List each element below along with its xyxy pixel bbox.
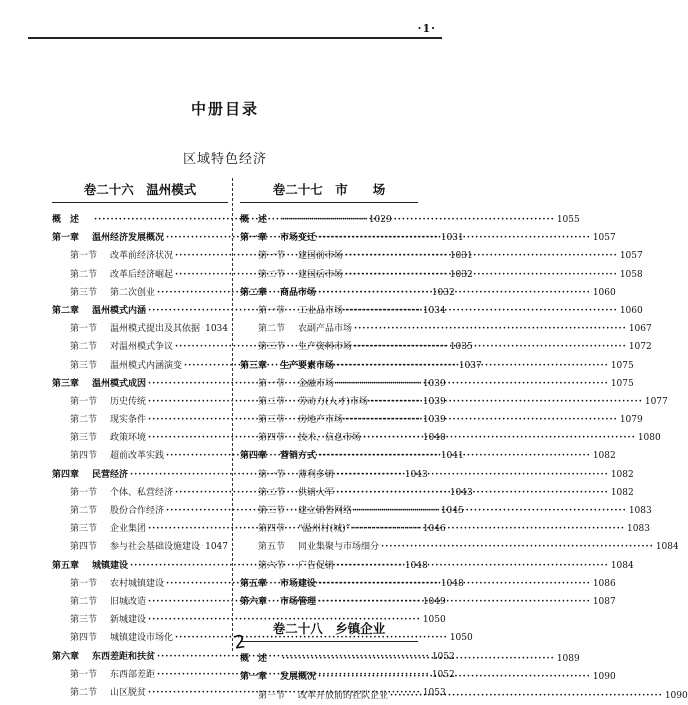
toc-entry-label xyxy=(240,266,343,284)
toc-entry-label xyxy=(240,247,343,265)
dot-leader xyxy=(354,502,627,520)
toc-entry-label xyxy=(52,266,173,284)
dot-leader xyxy=(354,338,627,356)
toc-entry-title: 旧城改造 xyxy=(110,596,147,607)
toc-entry-number: 第五章 xyxy=(52,560,80,571)
toc-entry-number: 第二节 xyxy=(70,269,98,280)
toc-entry-title: 对温州模式争议 xyxy=(110,342,174,353)
toc-entry-label xyxy=(240,538,379,556)
toc-entry-label xyxy=(52,538,200,556)
toc-entry-page: 1057 xyxy=(619,251,643,262)
toc-entry-number: 第二节 xyxy=(258,396,286,407)
toc-entry-page: 1043 xyxy=(404,469,428,480)
toc-entry-label xyxy=(240,375,334,393)
toc-entry-page: 1049 xyxy=(422,596,446,607)
toc-entry-page: 1075 xyxy=(610,360,634,371)
toc-entry-label xyxy=(52,447,164,465)
toc-entry-label xyxy=(52,557,128,575)
dot-leader xyxy=(354,320,627,338)
toc-entry-number: 第一节 xyxy=(70,669,98,680)
toc-entry-title: 东西部差距 xyxy=(110,669,156,680)
toc-entry-label xyxy=(240,447,316,465)
toc-entry-number: 第一节 xyxy=(70,324,98,335)
toc-entry-title: 第二次创业 xyxy=(110,287,156,298)
toc-entry-title: 市场变迁 xyxy=(280,233,317,244)
toc-entry-title: 个体、私营经济 xyxy=(110,487,174,498)
toc-entry-number: 第二节 xyxy=(70,596,98,607)
toc-entry-label xyxy=(240,429,361,447)
toc-entry-number: 第三节 xyxy=(258,342,286,353)
toc-entry-page: 1089 xyxy=(556,654,580,665)
toc-entry-number: 第四节 xyxy=(258,433,286,444)
toc-entry xyxy=(52,538,228,556)
toc-entry-title: 温州经济发展概况 xyxy=(92,233,165,244)
toc-entry-label xyxy=(52,684,146,702)
toc-entry-page: 1082 xyxy=(592,451,616,462)
handwritten-mark: 2 xyxy=(232,631,247,654)
toc-entry-page: 1035 xyxy=(449,342,473,353)
dot-leader xyxy=(202,320,203,338)
toc-entry-title: 股份合作经济 xyxy=(110,506,165,516)
toc-entry-label xyxy=(240,687,388,705)
toc-entry-number: 第六章 xyxy=(52,651,80,662)
toc-entry xyxy=(52,320,228,338)
toc-entry-number: 第四章 xyxy=(240,451,268,462)
toc-entry-title: 建立销售网络 xyxy=(298,506,353,516)
toc-entry-page: 1045 xyxy=(440,506,464,516)
toc-entry-page: 1060 xyxy=(592,287,616,298)
toc-entry-title: 市场建设 xyxy=(280,578,317,589)
toc-entry-page: 1048 xyxy=(404,560,428,571)
toc-entry-title: 生产要素市场 xyxy=(280,360,335,371)
dot-leader xyxy=(336,357,609,375)
toc-entry-label xyxy=(240,557,334,575)
toc-entry-number: 第一章 xyxy=(52,233,80,244)
top-rule xyxy=(28,37,442,39)
toc-entry-label xyxy=(52,247,173,265)
toc-entry-label xyxy=(240,320,352,338)
toc-entry-title: 企业集团 xyxy=(110,524,147,535)
toc-entry xyxy=(240,211,580,229)
toc-entry-page: 1057 xyxy=(592,233,616,244)
toc-entry-number: 第三节 xyxy=(70,360,98,371)
toc-entry xyxy=(240,466,634,484)
toc-entry-title: 现实条件 xyxy=(110,415,147,426)
toc-entry-page: 1029 xyxy=(368,215,392,225)
toc-entry-page: 1050 xyxy=(449,633,473,644)
toc-entry xyxy=(52,211,392,229)
toc-entry-title: 温州模式内涵 xyxy=(92,305,147,316)
toc-entry-label xyxy=(52,302,146,320)
toc-entry-label xyxy=(240,593,316,611)
toc-entry-page: 1080 xyxy=(637,433,661,444)
toc-entry-label xyxy=(52,502,164,520)
toc-entry-number: 第六章 xyxy=(240,596,268,607)
toc-entry-page: 1037 xyxy=(458,360,482,371)
toc-entry-number: 第一章 xyxy=(240,233,268,244)
toc-entry-title: 广告促销 xyxy=(298,560,335,571)
toc-entry-label xyxy=(52,375,146,393)
toc-entry-number: 第二节 xyxy=(70,506,98,516)
toc-entry-number: 第一节 xyxy=(70,396,98,407)
dot-leader xyxy=(336,466,609,484)
toc-entry-number: 第五节 xyxy=(258,542,286,553)
toc-entry-title: 温州模式成因 xyxy=(92,378,147,389)
toc-entry-page: 1077 xyxy=(644,396,668,407)
toc-entry-page: 1041 xyxy=(440,451,464,462)
toc-entry-title: 温州模式内涵演变 xyxy=(110,360,183,371)
dot-leader xyxy=(318,229,591,247)
toc-entry-page: 1084 xyxy=(655,542,679,553)
toc-entry xyxy=(240,320,652,338)
toc-entry-label xyxy=(52,211,92,229)
toc-entry-number: 第四节 xyxy=(70,542,98,553)
toc-entry-page: 1072 xyxy=(628,342,652,353)
toc-entry-number: 第二节 xyxy=(70,342,98,353)
toc-entry-page: 1079 xyxy=(619,415,643,426)
dot-leader xyxy=(390,687,663,705)
toc-entry-number: 第二章 xyxy=(52,305,80,316)
toc-entry-label xyxy=(240,284,316,302)
toc-entry-label xyxy=(52,338,173,356)
dot-leader xyxy=(282,650,555,668)
toc-entry-title: 建国后市场 xyxy=(298,269,344,280)
toc-entry-page: 1090 xyxy=(664,690,688,701)
dot-leader xyxy=(336,375,609,393)
toc-entry-title: 新城建设 xyxy=(110,615,147,626)
toc-entry-title: 改革前经济状况 xyxy=(110,251,174,262)
toc-entry-label xyxy=(240,502,352,520)
toc-entry-label xyxy=(52,320,200,338)
dot-leader xyxy=(345,247,618,265)
toc-entry-page: 1040 xyxy=(422,433,446,444)
toc-entry-label xyxy=(52,520,146,538)
toc-entry-page: 1053 xyxy=(422,687,446,698)
dot-leader xyxy=(352,520,625,538)
toc-entry-page: 1048 xyxy=(440,578,464,589)
page-title: 中册目录 xyxy=(190,100,259,118)
toc-entry-number: 第一节 xyxy=(70,578,98,589)
toc-entry-title: 房地产市场 xyxy=(298,415,344,426)
toc-entry-label xyxy=(52,284,155,302)
toc-entry-title: 历史传统 xyxy=(110,396,147,407)
toc-entry-number: 第一节 xyxy=(258,251,286,262)
toc-entry-page: 1034 xyxy=(205,324,228,335)
toc-entry-number: 第一节 xyxy=(258,690,286,701)
toc-entry-title: 工业品市场 xyxy=(298,305,344,316)
toc-entry-title: 参与社会基础设施建设 xyxy=(110,542,201,553)
toc-entry-title: “温州村(城)” xyxy=(298,524,351,535)
toc-entry-page: 1034 xyxy=(422,305,446,316)
toc-entry-title: 政策环境 xyxy=(110,433,147,444)
page-number: ·1· xyxy=(417,22,436,35)
toc-entry-title: 温州模式提出及其依据 xyxy=(110,324,201,335)
toc-entry-title: 金融市场 xyxy=(298,378,335,389)
toc-entry-number: 第三节 xyxy=(258,415,286,426)
toc-entry-label xyxy=(52,466,128,484)
toc-entry-page: 1083 xyxy=(627,524,650,535)
toc-entry-label xyxy=(240,229,316,247)
toc-entry-label xyxy=(240,393,368,411)
toc-entry-title: 同业集聚与市场细分 xyxy=(298,542,380,553)
toc-entry-number: 第三节 xyxy=(70,287,98,298)
toc-entry-label xyxy=(240,668,316,686)
dot-leader xyxy=(336,484,609,502)
toc-entry-number: 第三章 xyxy=(240,360,268,371)
dot-leader xyxy=(318,575,591,593)
toc-entry-page: 1032 xyxy=(431,287,455,298)
dot-leader xyxy=(345,411,618,429)
toc-entry-title: 营销方式 xyxy=(280,451,317,462)
toc-entry-label xyxy=(240,466,334,484)
toc-entry-label xyxy=(52,575,164,593)
toc-entry-title: 超前改革实践 xyxy=(110,451,165,462)
toc-entry-number: 第三节 xyxy=(70,433,98,444)
toc-entry-title: 山区脱贫 xyxy=(110,687,147,698)
toc-entry-number: 第一节 xyxy=(70,487,98,498)
toc-entry-number: 概 述 xyxy=(240,654,268,665)
toc-entry-label xyxy=(240,484,334,502)
toc-entry-label xyxy=(52,429,146,447)
toc-entry-title: 生产资料市场 xyxy=(298,342,353,353)
dot-leader xyxy=(345,302,618,320)
toc-entry-label xyxy=(52,666,155,684)
toc-entry-title: 改革开放前的社队企业 xyxy=(298,690,389,701)
dot-leader xyxy=(318,447,591,465)
toc-entry-label xyxy=(52,593,146,611)
toc-entry-page: 1052 xyxy=(431,669,455,680)
toc-entry-number: 第四章 xyxy=(52,469,80,480)
toc-entry-title: 商品市场 xyxy=(280,287,317,298)
toc-entry-page: 1090 xyxy=(592,672,616,683)
toc-entry-page: 1083 xyxy=(628,506,652,516)
toc-entry-title: 东西差距和扶贫 xyxy=(92,651,156,662)
toc-entry-number: 第三章 xyxy=(52,378,80,389)
toc-entry-label xyxy=(52,648,155,666)
dot-leader xyxy=(336,557,609,575)
toc-entry-number: 第一节 xyxy=(258,378,286,389)
toc-entry-number: 第一章 xyxy=(240,672,268,683)
toc-entry-page: 1084 xyxy=(610,560,634,571)
toc-entry-page: 1031 xyxy=(440,233,464,244)
toc-entry-number: 第四节 xyxy=(70,633,98,644)
toc-entry-number: 概 述 xyxy=(52,215,80,225)
toc-entry-page: 1047 xyxy=(205,542,228,553)
dot-leader xyxy=(345,266,618,284)
volume-heading-27: 卷二十七 市 场 xyxy=(240,178,418,203)
toc-entry-number: 第四节 xyxy=(70,451,98,462)
toc-entry-page: 1031 xyxy=(449,251,473,262)
toc-entry-number: 第三节 xyxy=(258,506,286,516)
toc-entry-number: 第二节 xyxy=(70,687,98,698)
toc-entry-page: 1082 xyxy=(610,487,634,498)
toc-entry-label xyxy=(52,229,164,247)
toc-entry-page: 1055 xyxy=(556,215,580,225)
toc-entry-number: 第二章 xyxy=(240,287,268,298)
toc-entry-number: 第四节 xyxy=(258,524,286,535)
toc-entry xyxy=(240,557,634,575)
toc-entry-label xyxy=(52,611,146,629)
toc-entry-title: 建国前市场 xyxy=(298,251,344,262)
toc-entry-page: 1032 xyxy=(449,269,473,280)
toc-entry-label xyxy=(240,575,316,593)
dot-leader xyxy=(282,211,555,229)
dot-leader xyxy=(381,538,654,556)
toc-entry-page: 1075 xyxy=(610,378,634,389)
toc-entry-number: 第三节 xyxy=(70,524,98,535)
dot-leader xyxy=(318,668,591,686)
toc-entry-title: 发展概况 xyxy=(280,672,317,683)
toc-entry-label xyxy=(240,211,280,229)
toc-entry-page: 1087 xyxy=(592,596,616,607)
toc-entry-number: 第一节 xyxy=(70,251,98,262)
dot-leader xyxy=(318,593,591,611)
toc-entry-page: 1086 xyxy=(592,578,616,589)
toc-entry-page: 1050 xyxy=(422,615,446,626)
toc-entry-page: 1043 xyxy=(449,487,473,498)
toc-entry-page: 1052 xyxy=(431,651,455,662)
toc-entry-number: 第二节 xyxy=(258,269,286,280)
toc-entry-label xyxy=(240,411,343,429)
toc-entry-label xyxy=(52,484,173,502)
toc-entry-label xyxy=(52,411,146,429)
toc-entry-page: 1039 xyxy=(422,396,446,407)
dot-leader xyxy=(370,393,643,411)
toc-entry xyxy=(240,538,679,556)
toc-entry-number: 第五章 xyxy=(240,578,268,589)
toc-entry-label xyxy=(240,357,334,375)
toc-entry-page: 1082 xyxy=(610,469,634,480)
toc-entry-title: 农副产品市场 xyxy=(298,324,353,335)
toc-entry-number: 概 述 xyxy=(240,215,268,225)
dot-leader xyxy=(202,538,203,556)
toc-entry-title: 城镇建设市场化 xyxy=(110,633,174,644)
toc-entry-label xyxy=(52,629,173,647)
toc-entry-page: 1060 xyxy=(619,305,643,316)
toc-entry-page: 1046 xyxy=(422,524,446,535)
toc-entry-number: 第二节 xyxy=(258,324,286,335)
dot-leader xyxy=(318,284,591,302)
toc-entry-label xyxy=(240,520,350,538)
column-divider xyxy=(232,178,233,651)
toc-entry-number: 第六节 xyxy=(258,560,286,571)
toc-entry-title: 劳动力(人才)市场 xyxy=(298,396,369,407)
toc-entry-label xyxy=(52,357,182,375)
toc-entry-title: 民营经济 xyxy=(92,469,129,480)
volume-heading-26: 卷二十六 温州模式 xyxy=(52,178,228,203)
toc-entry-title: 薄利多销 xyxy=(298,469,335,480)
toc-entry-number: 第一节 xyxy=(258,469,286,480)
toc-entry-title: 供销大军 xyxy=(298,487,335,498)
toc-entry-number: 第二节 xyxy=(70,415,98,426)
toc-entry-number: 第二节 xyxy=(258,487,286,498)
volume-heading-28: 卷二十八 乡镇企业 xyxy=(240,617,418,642)
toc-entry-label xyxy=(52,393,146,411)
toc-entry-title: 城镇建设 xyxy=(92,560,129,571)
toc-entry-page: 1039 xyxy=(422,415,446,426)
toc-entry-title: 改革后经济崛起 xyxy=(110,269,174,280)
toc-entry-number: 第一节 xyxy=(258,305,286,316)
toc-entry-title: 市场管理 xyxy=(280,596,317,607)
toc-entry-page: 1039 xyxy=(422,378,446,389)
toc-entry-label xyxy=(240,650,280,668)
toc-entry-title: 技术、信息市场 xyxy=(298,433,362,444)
section-subtitle: 区域特色经济 xyxy=(182,152,267,167)
dot-leader xyxy=(363,429,636,447)
toc-entry-label xyxy=(240,302,343,320)
toc-entry-page: 1067 xyxy=(628,324,652,335)
toc-entry-page: 1058 xyxy=(619,269,643,280)
toc-entry-label xyxy=(240,338,352,356)
toc-entry-title: 农村城镇建设 xyxy=(110,578,165,589)
toc-entry-number: 第三节 xyxy=(70,615,98,626)
